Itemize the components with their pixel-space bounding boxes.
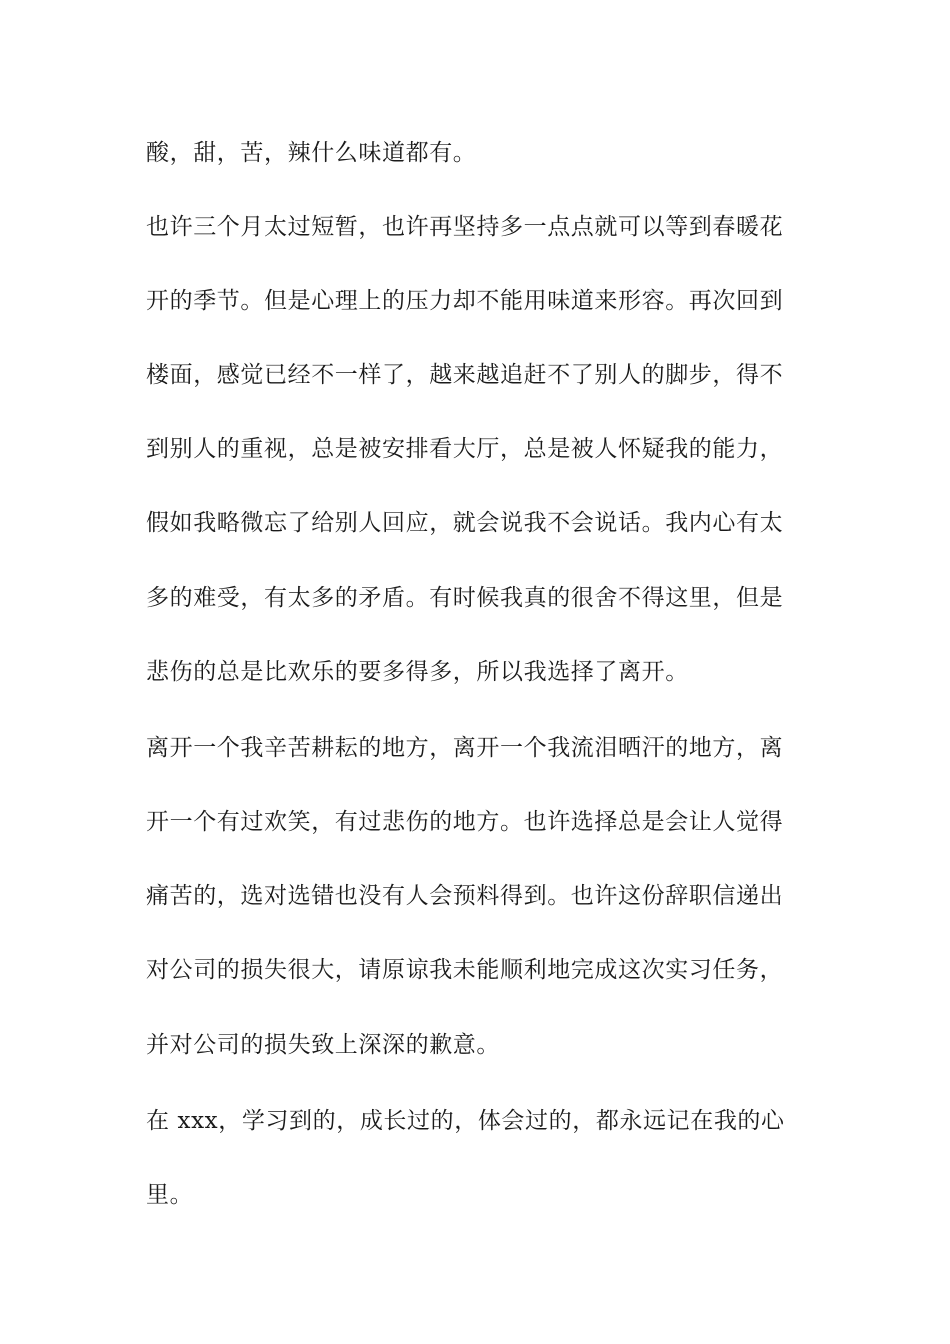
text-line: 在 xxx，学习到的，成长过的，体会过的，都永远记在我的心 xyxy=(146,1108,785,1134)
text-line: 假如我略微忘了给别人回应，就会说我不会说话。我内心有太 xyxy=(146,510,784,536)
text-line: 悲伤的总是比欢乐的要多得多，所以我选择了离开。 xyxy=(146,659,689,685)
text-line: 对公司的损失很大，请原谅我未能顺利地完成这次实习任务， xyxy=(146,957,784,983)
text-line: 酸，甜，苦，辣什么味道都有。 xyxy=(146,140,477,166)
text-line: 开一个有过欢笑，有过悲伤的地方。也许选择总是会让人觉得 xyxy=(146,809,784,835)
text-line: 也许三个月太过短暂，也许再坚持多一点点就可以等到春暖花 xyxy=(146,214,784,240)
text-line: 楼面，感觉已经不一样了，越来越追赶不了别人的脚步，得不 xyxy=(146,362,784,388)
text-line: 多的难受，有太多的矛盾。有时候我真的很舍不得这里，但是 xyxy=(146,585,784,611)
text-line: 离开一个我辛苦耕耘的地方，离开一个我流泪晒汗的地方，离 xyxy=(146,735,784,761)
text-line: 开的季节。但是心理上的压力却不能用味道来形容。再次回到 xyxy=(146,288,784,314)
text-line: 痛苦的，选对选错也没有人会预料得到。也许这份辞职信递出 xyxy=(146,883,784,909)
text-line: 并对公司的损失致上深深的歉意。 xyxy=(146,1032,500,1058)
text-line: 到别人的重视，总是被安排看大厅，总是被人怀疑我的能力， xyxy=(146,436,784,462)
text-line: 里。 xyxy=(146,1182,194,1208)
